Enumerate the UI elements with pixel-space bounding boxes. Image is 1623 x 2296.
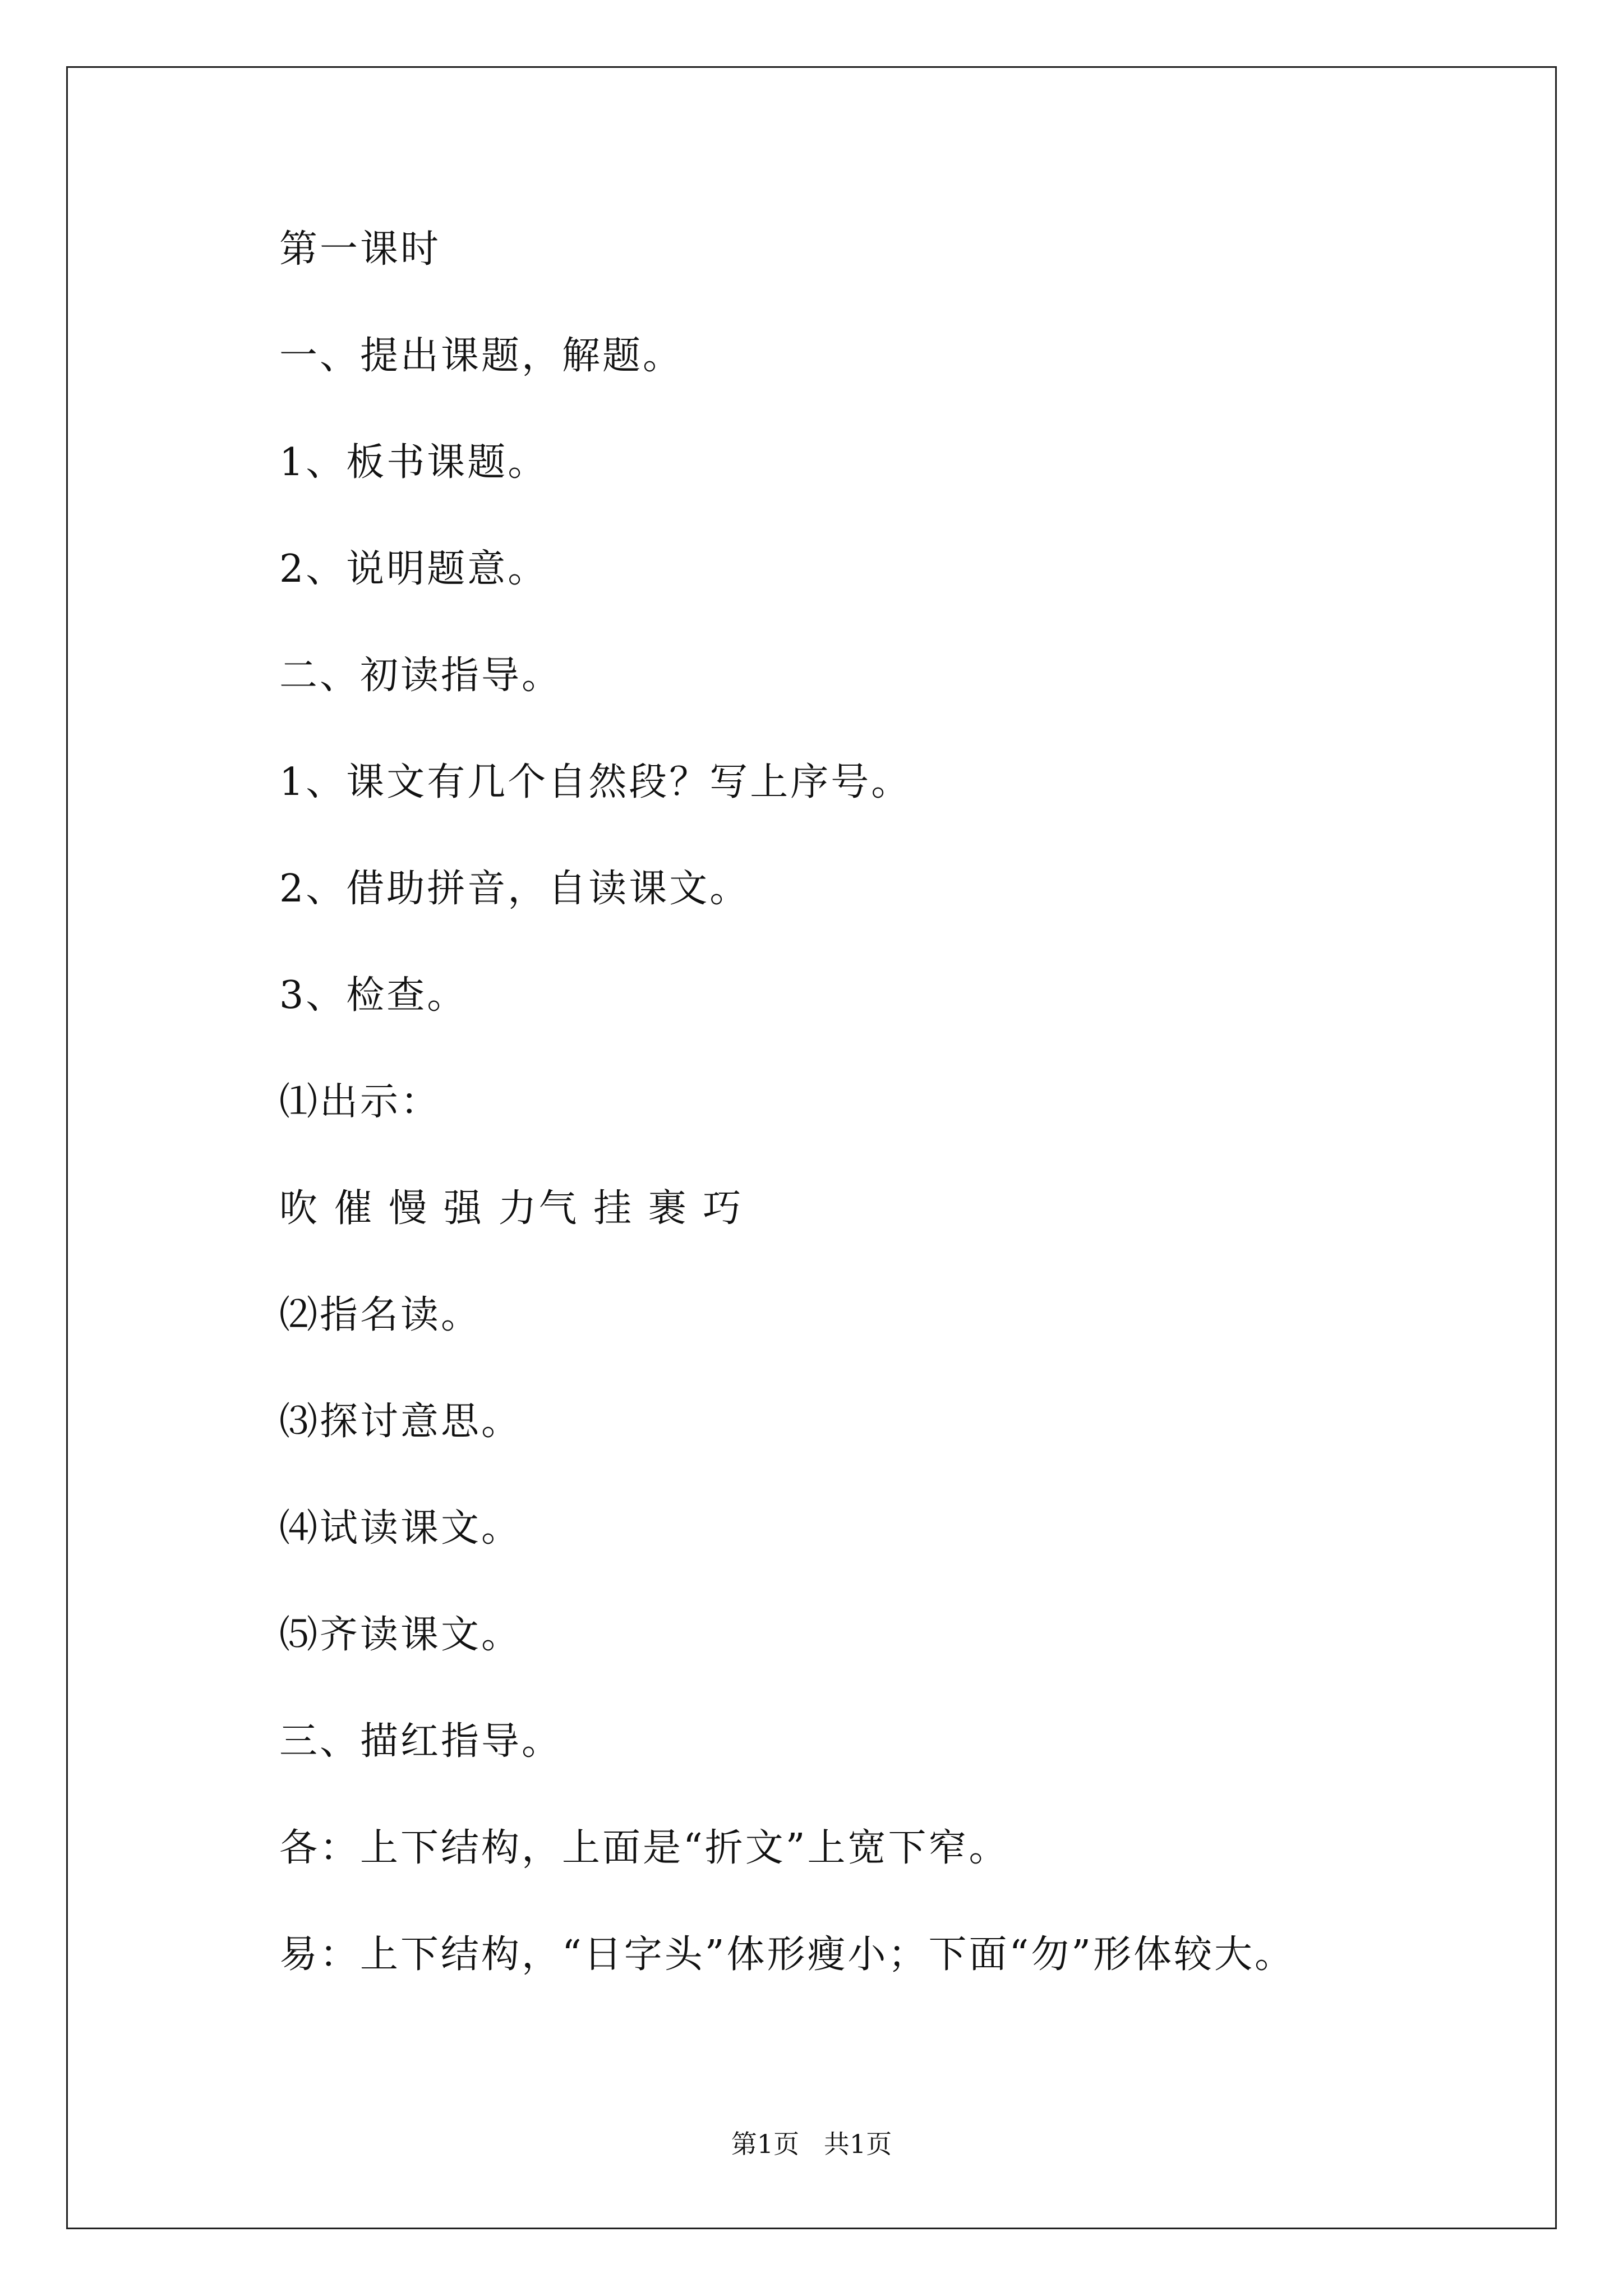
- text-line: ⑷试读课文。: [279, 1506, 522, 1550]
- section-heading-2: 二、初读指导。: [279, 654, 562, 698]
- section-heading-3: 三、描红指导。: [279, 1719, 562, 1764]
- text-line: 1、课文有几个自然段？写上序号。: [279, 760, 912, 804]
- text-line: 2、借助拼音，自读课文。: [279, 867, 750, 911]
- text-line: 各：上下结构，上面是“折文”上宽下窄。: [279, 1826, 1009, 1870]
- text-line: 3、检查。: [279, 973, 468, 1018]
- text-line: ⑴出示：: [279, 1080, 441, 1124]
- text-line: 易：上下结构，“日字头”体形瘦小；下面“勿”形体较大。: [279, 1932, 1295, 1977]
- page-footer: 第1页 共1页: [731, 2129, 892, 2159]
- text-line: ⑸齐读课文。: [279, 1613, 522, 1657]
- text-line: ⑵指名读。: [279, 1293, 482, 1337]
- text-line: ⑶探讨意思。: [279, 1400, 522, 1444]
- text-line: 1、板书课题。: [279, 440, 548, 485]
- lesson-title: 第一课时: [279, 227, 441, 272]
- vocabulary-line: 吹 催 慢 强 力气 挂 裹 巧: [279, 1186, 744, 1231]
- text-line: 2、说明题意。: [279, 547, 548, 591]
- document-body: [279, 222, 1457, 2033]
- section-heading-1: 一、提出课题，解题。: [279, 334, 684, 378]
